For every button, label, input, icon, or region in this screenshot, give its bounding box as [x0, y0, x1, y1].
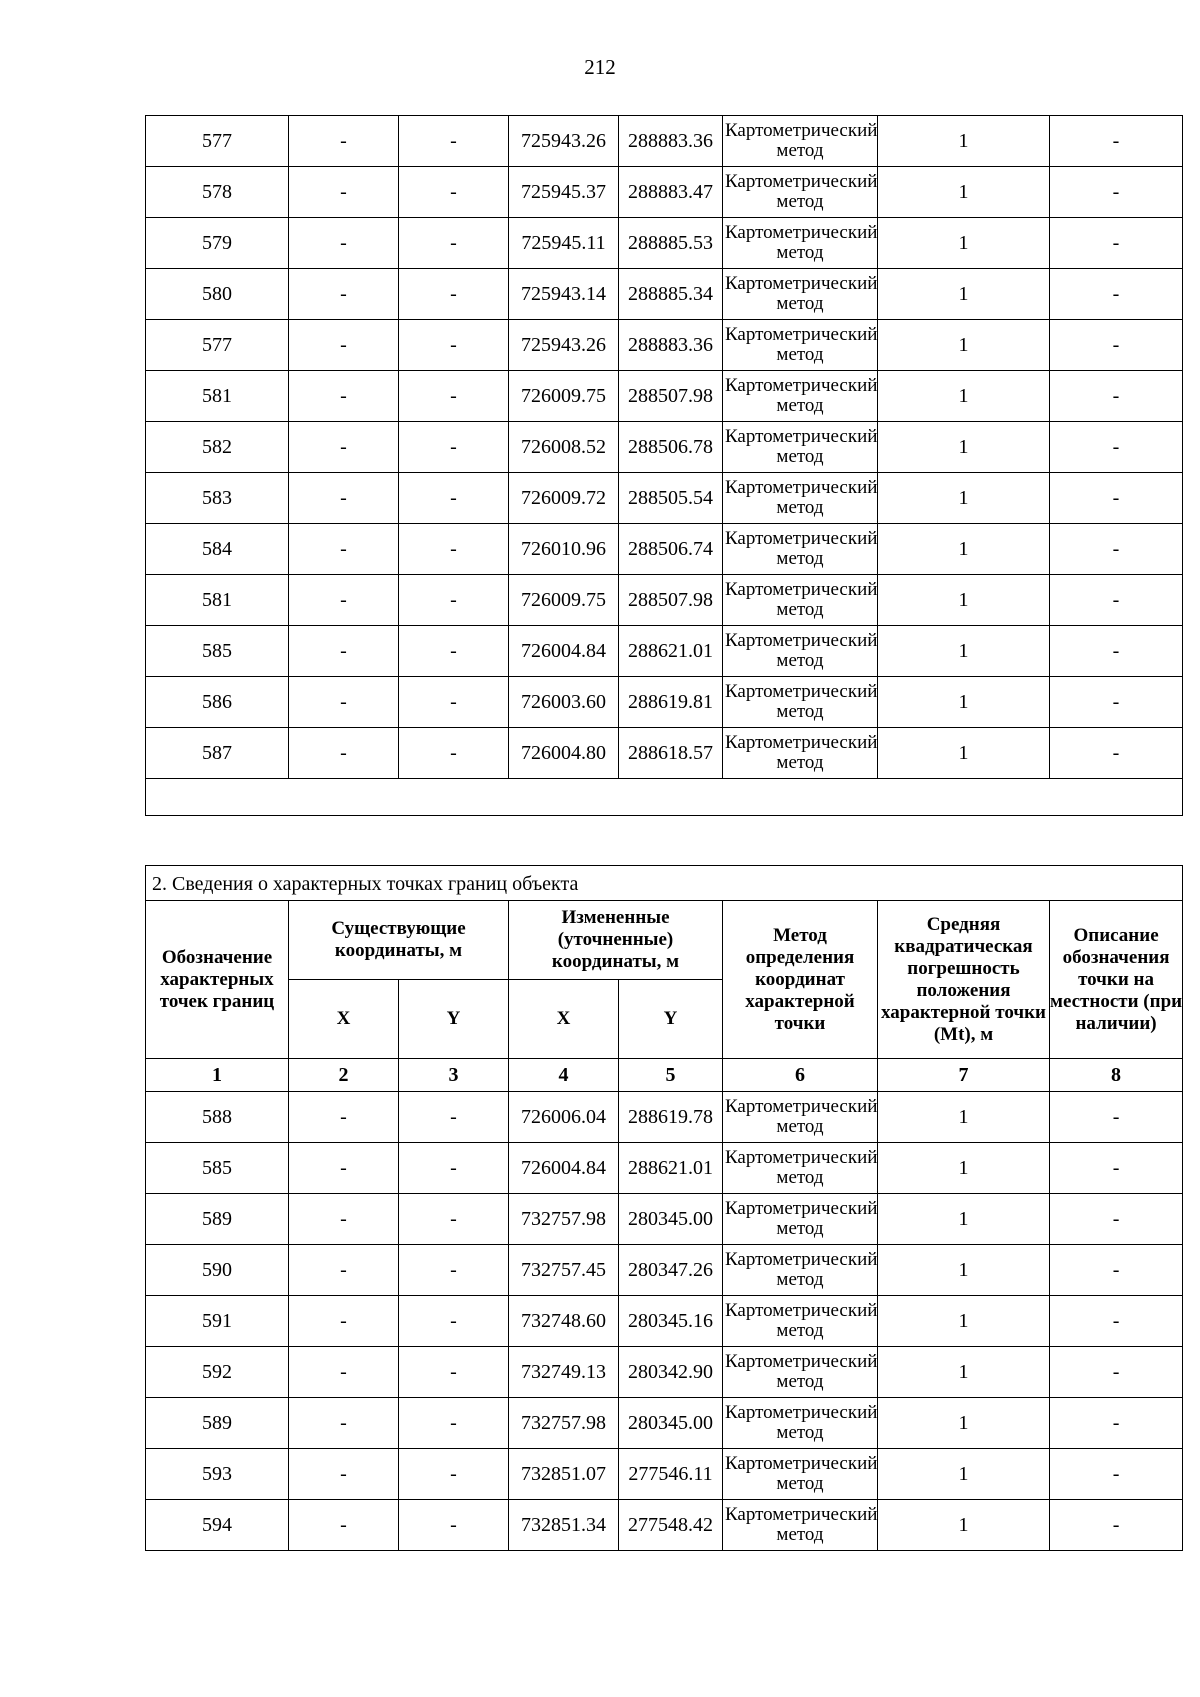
point-id-cell: 582: [146, 422, 289, 473]
column-number: 5: [619, 1059, 723, 1092]
header-changed-y: Y: [619, 980, 723, 1059]
column-number: 1: [146, 1059, 289, 1092]
existing-x-cell: -: [289, 473, 399, 524]
column-number: 8: [1050, 1059, 1183, 1092]
description-cell: -: [1050, 116, 1183, 167]
existing-y-cell: -: [399, 371, 509, 422]
mean-square-error-cell: 1: [878, 167, 1050, 218]
page-number: 212: [584, 55, 616, 79]
table-row: [146, 1398, 1183, 1449]
changed-y-cell: 288506.78: [619, 422, 723, 473]
changed-x-cell: 726009.75: [509, 575, 619, 626]
table-row: [146, 371, 1183, 422]
method-cell: Картометрический метод: [723, 1500, 878, 1551]
existing-y-cell: -: [399, 473, 509, 524]
mean-square-error-cell: 1: [878, 1347, 1050, 1398]
description-cell: -: [1050, 422, 1183, 473]
table-row: [146, 1347, 1183, 1398]
point-id-cell: 587: [146, 728, 289, 779]
table-row: [146, 269, 1183, 320]
header-changed-coordinates: Измененные (уточненные) координаты, м: [509, 901, 723, 980]
table-row: [146, 1449, 1183, 1500]
method-cell: Картометрический метод: [723, 1449, 878, 1500]
description-cell: -: [1050, 1296, 1183, 1347]
existing-y-cell: -: [399, 1194, 509, 1245]
changed-y-cell: 277548.42: [619, 1500, 723, 1551]
table-row: [146, 575, 1183, 626]
existing-y-cell: -: [399, 1500, 509, 1551]
existing-y-cell: -: [399, 728, 509, 779]
existing-x-cell: -: [289, 371, 399, 422]
empty-row: [146, 779, 1183, 816]
changed-x-cell: 725943.26: [509, 116, 619, 167]
existing-y-cell: -: [399, 1398, 509, 1449]
method-cell: Картометрический метод: [723, 473, 878, 524]
method-cell: Картометрический метод: [723, 1347, 878, 1398]
existing-x-cell: -: [289, 422, 399, 473]
header-designation: Обозначение характерных точек границ: [146, 901, 289, 1059]
existing-x-cell: -: [289, 728, 399, 779]
description-cell: -: [1050, 1194, 1183, 1245]
changed-y-cell: 288619.78: [619, 1092, 723, 1143]
mean-square-error-cell: 1: [878, 728, 1050, 779]
changed-x-cell: 726008.52: [509, 422, 619, 473]
mean-square-error-cell: 1: [878, 1194, 1050, 1245]
existing-x-cell: -: [289, 1500, 399, 1551]
existing-x-cell: -: [289, 626, 399, 677]
header-method: Метод определения координат характерной точки: [723, 901, 878, 1059]
description-cell: -: [1050, 575, 1183, 626]
changed-y-cell: 288885.34: [619, 269, 723, 320]
description-cell: -: [1050, 473, 1183, 524]
table-caption: 2. Сведения о характерных точках границ объекта: [146, 866, 1183, 901]
method-cell: Картометрический метод: [723, 1092, 878, 1143]
point-id-cell: 579: [146, 218, 289, 269]
existing-y-cell: -: [399, 1143, 509, 1194]
existing-x-cell: -: [289, 320, 399, 371]
description-cell: -: [1050, 320, 1183, 371]
point-id-cell: 577: [146, 116, 289, 167]
changed-y-cell: 280345.16: [619, 1296, 723, 1347]
changed-x-cell: 725943.14: [509, 269, 619, 320]
point-id-cell: 589: [146, 1398, 289, 1449]
mean-square-error-cell: 1: [878, 371, 1050, 422]
existing-y-cell: -: [399, 218, 509, 269]
mean-square-error-cell: 1: [878, 1245, 1050, 1296]
existing-x-cell: -: [289, 1245, 399, 1296]
changed-y-cell: 288507.98: [619, 575, 723, 626]
changed-x-cell: 725945.11: [509, 218, 619, 269]
table-row: [146, 473, 1183, 524]
method-cell: Картометрический метод: [723, 320, 878, 371]
description-cell: -: [1050, 1347, 1183, 1398]
existing-y-cell: -: [399, 116, 509, 167]
method-cell: Картометрический метод: [723, 1143, 878, 1194]
description-cell: -: [1050, 1245, 1183, 1296]
coordinates-table-continued: [145, 115, 1183, 816]
table-row: [146, 524, 1183, 575]
point-id-cell: 588: [146, 1092, 289, 1143]
existing-x-cell: -: [289, 167, 399, 218]
existing-y-cell: -: [399, 1296, 509, 1347]
method-cell: Картометрический метод: [723, 728, 878, 779]
changed-y-cell: 280345.00: [619, 1194, 723, 1245]
existing-x-cell: -: [289, 524, 399, 575]
point-id-cell: 580: [146, 269, 289, 320]
point-id-cell: 585: [146, 626, 289, 677]
mean-square-error-cell: 1: [878, 1143, 1050, 1194]
column-number: 4: [509, 1059, 619, 1092]
table-row: [146, 1143, 1183, 1194]
header-description: Описание обозначения точки на местности (при наличии): [1050, 901, 1183, 1059]
table2-body: [146, 1092, 1183, 1551]
method-cell: Картометрический метод: [723, 1296, 878, 1347]
changed-y-cell: 280345.00: [619, 1398, 723, 1449]
table-row: [146, 1194, 1183, 1245]
existing-y-cell: -: [399, 677, 509, 728]
column-number: 6: [723, 1059, 878, 1092]
mean-square-error-cell: 1: [878, 1398, 1050, 1449]
point-id-cell: 589: [146, 1194, 289, 1245]
existing-y-cell: -: [399, 524, 509, 575]
column-number: 7: [878, 1059, 1050, 1092]
existing-y-cell: -: [399, 167, 509, 218]
existing-y-cell: -: [399, 1092, 509, 1143]
point-id-cell: 581: [146, 575, 289, 626]
existing-x-cell: -: [289, 1143, 399, 1194]
changed-y-cell: 277546.11: [619, 1449, 723, 1500]
existing-y-cell: -: [399, 320, 509, 371]
header-changed-x: X: [509, 980, 619, 1059]
changed-x-cell: 732749.13: [509, 1347, 619, 1398]
method-cell: Картометрический метод: [723, 218, 878, 269]
changed-x-cell: 732851.34: [509, 1500, 619, 1551]
existing-x-cell: -: [289, 1398, 399, 1449]
existing-x-cell: -: [289, 1449, 399, 1500]
description-cell: -: [1050, 1449, 1183, 1500]
changed-x-cell: 726009.75: [509, 371, 619, 422]
point-id-cell: 586: [146, 677, 289, 728]
existing-x-cell: -: [289, 1347, 399, 1398]
point-id-cell: 578: [146, 167, 289, 218]
description-cell: -: [1050, 728, 1183, 779]
changed-y-cell: 288883.36: [619, 320, 723, 371]
existing-y-cell: -: [399, 269, 509, 320]
existing-y-cell: -: [399, 1347, 509, 1398]
table-row: [146, 116, 1183, 167]
table-row: [146, 422, 1183, 473]
method-cell: Картометрический метод: [723, 524, 878, 575]
table-row: [146, 218, 1183, 269]
changed-x-cell: 726006.04: [509, 1092, 619, 1143]
changed-x-cell: 726004.80: [509, 728, 619, 779]
description-cell: -: [1050, 524, 1183, 575]
table-row: [146, 1296, 1183, 1347]
point-id-cell: 593: [146, 1449, 289, 1500]
changed-y-cell: 288621.01: [619, 626, 723, 677]
header-existing-coordinates: Существующие координаты, м: [289, 901, 509, 980]
mean-square-error-cell: 1: [878, 473, 1050, 524]
description-cell: -: [1050, 269, 1183, 320]
changed-y-cell: 288506.74: [619, 524, 723, 575]
method-cell: Картометрический метод: [723, 1398, 878, 1449]
table-row: [146, 1092, 1183, 1143]
changed-x-cell: 725943.26: [509, 320, 619, 371]
table1-body: [146, 116, 1183, 779]
point-id-cell: 584: [146, 524, 289, 575]
table-row: [146, 320, 1183, 371]
changed-x-cell: 726010.96: [509, 524, 619, 575]
boundary-points-table: [145, 865, 1183, 1551]
changed-y-cell: 288883.36: [619, 116, 723, 167]
changed-y-cell: 288618.57: [619, 728, 723, 779]
method-cell: Картометрический метод: [723, 626, 878, 677]
changed-x-cell: 732748.60: [509, 1296, 619, 1347]
existing-x-cell: -: [289, 218, 399, 269]
existing-x-cell: -: [289, 677, 399, 728]
point-id-cell: 583: [146, 473, 289, 524]
changed-x-cell: 726003.60: [509, 677, 619, 728]
existing-y-cell: -: [399, 575, 509, 626]
changed-y-cell: 288621.01: [619, 1143, 723, 1194]
point-id-cell: 590: [146, 1245, 289, 1296]
changed-y-cell: 288883.47: [619, 167, 723, 218]
point-id-cell: 581: [146, 371, 289, 422]
changed-x-cell: 732851.07: [509, 1449, 619, 1500]
existing-x-cell: -: [289, 1092, 399, 1143]
mean-square-error-cell: 1: [878, 1092, 1050, 1143]
existing-y-cell: -: [399, 626, 509, 677]
mean-square-error-cell: 1: [878, 218, 1050, 269]
method-cell: Картометрический метод: [723, 575, 878, 626]
changed-x-cell: 726004.84: [509, 626, 619, 677]
description-cell: -: [1050, 1398, 1183, 1449]
method-cell: Картометрический метод: [723, 269, 878, 320]
header-existing-y: Y: [399, 980, 509, 1059]
mean-square-error-cell: 1: [878, 575, 1050, 626]
changed-x-cell: 726004.84: [509, 1143, 619, 1194]
description-cell: -: [1050, 218, 1183, 269]
point-id-cell: 591: [146, 1296, 289, 1347]
changed-y-cell: 288507.98: [619, 371, 723, 422]
table-row: [146, 1245, 1183, 1296]
existing-x-cell: -: [289, 1296, 399, 1347]
mean-square-error-cell: 1: [878, 1449, 1050, 1500]
header-existing-x: X: [289, 980, 399, 1059]
existing-y-cell: -: [399, 1245, 509, 1296]
point-id-cell: 592: [146, 1347, 289, 1398]
changed-x-cell: 732757.98: [509, 1194, 619, 1245]
mean-square-error-cell: 1: [878, 269, 1050, 320]
method-cell: Картометрический метод: [723, 1194, 878, 1245]
header-mean-square-error: Средняя квадратическая погрешность положения характерной точки (Mt), м: [878, 901, 1050, 1059]
changed-x-cell: 726009.72: [509, 473, 619, 524]
description-cell: -: [1050, 1092, 1183, 1143]
existing-x-cell: -: [289, 269, 399, 320]
table-row: [146, 728, 1183, 779]
table-row: [146, 1500, 1183, 1551]
description-cell: -: [1050, 371, 1183, 422]
existing-x-cell: -: [289, 575, 399, 626]
changed-y-cell: 288619.81: [619, 677, 723, 728]
changed-x-cell: 732757.98: [509, 1398, 619, 1449]
point-id-cell: 594: [146, 1500, 289, 1551]
mean-square-error-cell: 1: [878, 1500, 1050, 1551]
existing-x-cell: -: [289, 1194, 399, 1245]
mean-square-error-cell: 1: [878, 116, 1050, 167]
method-cell: Картометрический метод: [723, 116, 878, 167]
table-row: [146, 626, 1183, 677]
method-cell: Картометрический метод: [723, 422, 878, 473]
changed-y-cell: 280342.90: [619, 1347, 723, 1398]
existing-y-cell: -: [399, 422, 509, 473]
column-number: 3: [399, 1059, 509, 1092]
description-cell: -: [1050, 626, 1183, 677]
description-cell: -: [1050, 1500, 1183, 1551]
mean-square-error-cell: 1: [878, 422, 1050, 473]
mean-square-error-cell: 1: [878, 320, 1050, 371]
table-row: [146, 677, 1183, 728]
column-number: 2: [289, 1059, 399, 1092]
method-cell: Картометрический метод: [723, 371, 878, 422]
method-cell: Картометрический метод: [723, 167, 878, 218]
changed-x-cell: 732757.45: [509, 1245, 619, 1296]
point-id-cell: 577: [146, 320, 289, 371]
description-cell: -: [1050, 1143, 1183, 1194]
description-cell: -: [1050, 677, 1183, 728]
method-cell: Картометрический метод: [723, 1245, 878, 1296]
method-cell: Картометрический метод: [723, 677, 878, 728]
mean-square-error-cell: 1: [878, 677, 1050, 728]
mean-square-error-cell: 1: [878, 524, 1050, 575]
mean-square-error-cell: 1: [878, 1296, 1050, 1347]
existing-x-cell: -: [289, 116, 399, 167]
changed-x-cell: 725945.37: [509, 167, 619, 218]
point-id-cell: 585: [146, 1143, 289, 1194]
mean-square-error-cell: 1: [878, 626, 1050, 677]
description-cell: -: [1050, 167, 1183, 218]
changed-y-cell: 288885.53: [619, 218, 723, 269]
table-row: [146, 167, 1183, 218]
changed-y-cell: 288505.54: [619, 473, 723, 524]
existing-y-cell: -: [399, 1449, 509, 1500]
changed-y-cell: 280347.26: [619, 1245, 723, 1296]
